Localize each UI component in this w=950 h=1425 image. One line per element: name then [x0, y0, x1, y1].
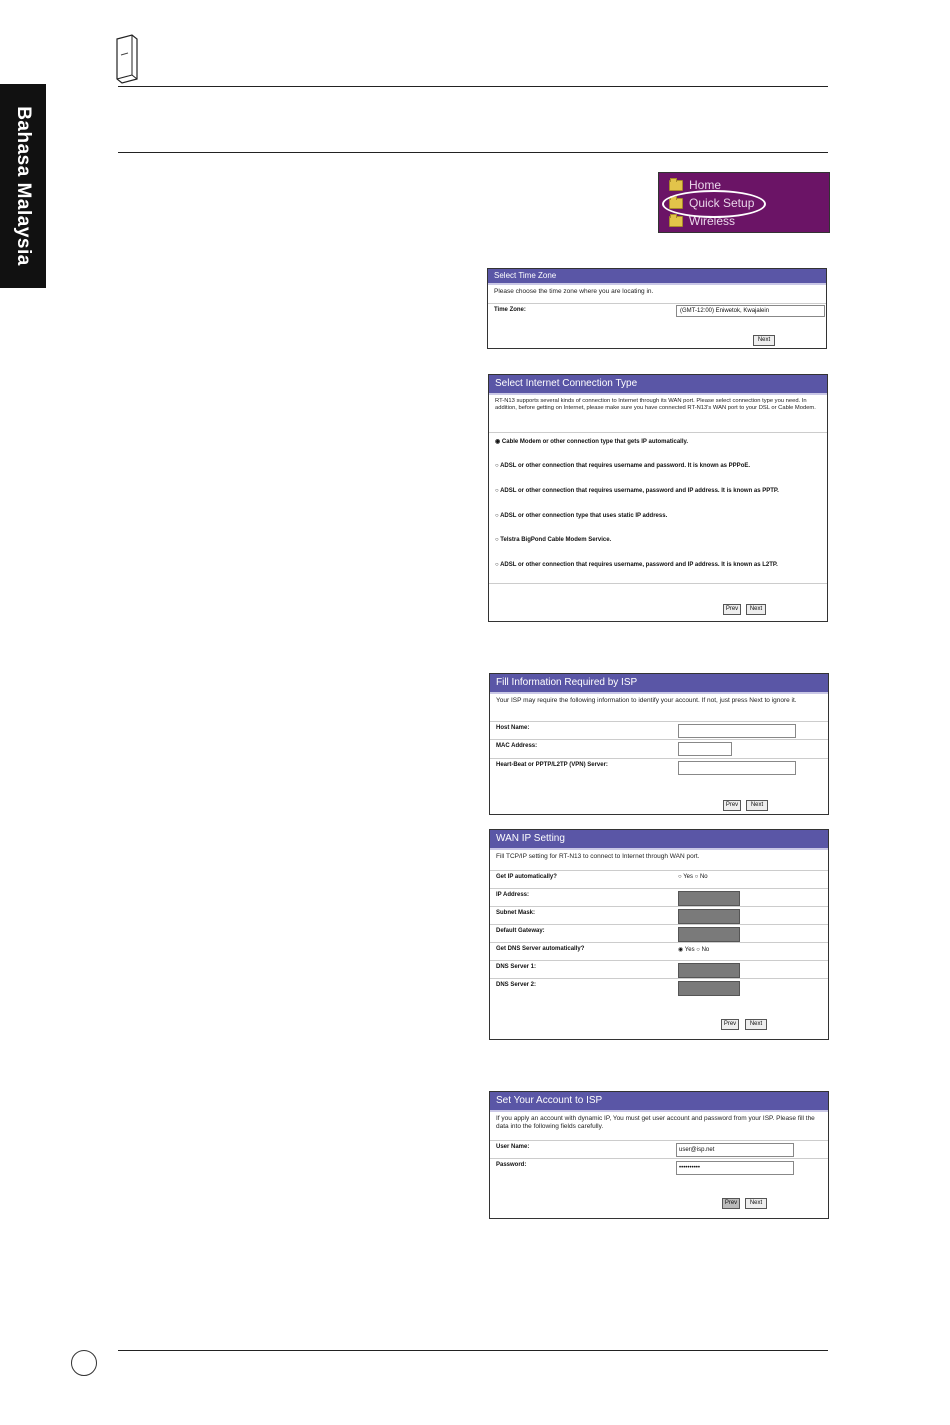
server-input[interactable]	[678, 761, 796, 775]
dns1-input[interactable]	[678, 963, 740, 978]
header-rule	[118, 86, 828, 87]
option-label: ADSL or other connection that requires username and password. It is known as PPPoE.	[500, 463, 751, 469]
radio-no-label: No	[699, 874, 708, 880]
timezone-value: (GMT-12:00) Eniwetok, Kwajalein	[680, 308, 770, 314]
connection-type-panel	[488, 374, 828, 622]
prev-button[interactable]: Prev	[721, 1019, 739, 1030]
row-label: IP Address:	[496, 892, 530, 898]
footer-rule	[118, 1350, 828, 1351]
radio-yes-label: Yes	[684, 947, 695, 953]
option-4[interactable]: ○ ADSL or other connection type that uses static IP address.	[495, 513, 668, 519]
panel-title: Select Internet Connection Type	[489, 375, 827, 395]
page-number-circle	[71, 1350, 97, 1376]
row-label: MAC Address:	[496, 743, 538, 749]
panel-text: If you apply an account with dynamic IP, You must get user account and password from your ISP. Please fill the data into the following fields carefully.	[496, 1115, 815, 1130]
row-label: Get DNS Server automatically?	[496, 946, 585, 952]
divider	[489, 432, 827, 433]
dns2-input[interactable]	[678, 981, 740, 996]
next-button[interactable]: Next	[753, 335, 775, 346]
panel-title: Set Your Account to ISP	[490, 1092, 828, 1112]
panel-title: WAN IP Setting	[490, 830, 828, 850]
next-button[interactable]: Next	[745, 1019, 767, 1030]
menu-item-label: Quick Setup	[689, 196, 755, 210]
folder-icon	[669, 216, 683, 227]
row-label: User Name:	[496, 1144, 530, 1150]
ip-auto-radios[interactable]: ○ Yes ○ No	[678, 874, 708, 880]
form-row	[490, 739, 828, 758]
option-1[interactable]: ◉ Cable Modem or other connection type that gets IP automatically.	[495, 439, 689, 445]
mac-address-input[interactable]	[678, 742, 732, 756]
divider	[489, 583, 827, 584]
password-input[interactable]	[676, 1161, 794, 1175]
prev-button[interactable]: Prev	[722, 1198, 740, 1209]
form-row	[490, 1158, 828, 1177]
radio-yes-label: Yes	[683, 874, 693, 880]
form-row	[490, 888, 828, 907]
router-icon	[114, 33, 140, 85]
row-label: DNS Server 1:	[496, 964, 537, 970]
option-label: ADSL or other connection that requires username, password and IP address. It is known as PPTP.	[500, 488, 779, 494]
option-label: ADSL or other connection that requires username, password and IP address. It is known as L2TP.	[500, 562, 778, 568]
username-input[interactable]	[676, 1143, 794, 1157]
panel-text: Your ISP may require the following information to identify your account. If not, just press Next to ignore it.	[496, 697, 797, 704]
panel-title: Select Time Zone	[488, 269, 826, 285]
form-row	[490, 870, 828, 889]
option-5[interactable]: ○ Telstra BigPond Cable Modem Service.	[495, 537, 612, 543]
row-label: Default Gateway:	[496, 928, 545, 934]
row-label: Get IP automatically?	[496, 874, 557, 880]
panel-text: Please choose the time zone where you are locating in.	[494, 288, 654, 295]
gateway-input[interactable]	[678, 927, 740, 942]
menu-item-label: Home	[689, 178, 722, 192]
username-value: user@isp.net	[679, 1147, 715, 1153]
radio-no-label: No	[701, 947, 710, 953]
folder-icon	[669, 180, 683, 191]
ip-address-input[interactable]	[678, 891, 740, 906]
isp-info-panel	[489, 673, 829, 815]
prev-button[interactable]: Prev	[723, 604, 741, 615]
timezone-panel	[487, 268, 827, 349]
section-rule	[118, 152, 828, 153]
option-label: Cable Modem or other connection type that gets IP automatically.	[501, 439, 689, 445]
form-row	[490, 1140, 828, 1159]
panel-text: RT-N13 supports several kinds of connection to Internet through its WAN port. Please select connection type you need. In addition, before getting on Internet, please make sure you have connected RT-N13's WAN port to your DSL or Cable Modem.	[495, 398, 816, 411]
language-tab-label: Bahasa Malaysia	[13, 106, 34, 266]
menu-item-label: Wireless	[689, 214, 736, 228]
row-label: Heart-Beat or PPTP/L2TP (VPN) Server:	[496, 762, 608, 768]
panel-title: Fill Information Required by ISP	[490, 674, 828, 694]
form-row	[490, 721, 828, 740]
timezone-label: Time Zone:	[494, 307, 526, 313]
next-button[interactable]: Next	[745, 1198, 767, 1209]
language-tab	[0, 84, 46, 288]
subnet-mask-input[interactable]	[678, 909, 740, 924]
form-row	[490, 906, 828, 925]
form-row	[490, 924, 828, 943]
option-label: Telstra BigPond Cable Modem Service.	[500, 537, 612, 543]
highlight-oval	[662, 190, 766, 218]
row-label: Subnet Mask:	[496, 910, 536, 916]
prev-button[interactable]: Prev	[723, 800, 741, 811]
form-row	[490, 960, 828, 979]
wan-ip-panel	[489, 829, 829, 1040]
host-name-input[interactable]	[678, 724, 796, 738]
next-button[interactable]: Next	[746, 800, 768, 811]
option-2[interactable]: ○ ADSL or other connection that requires username and password. It is known as PPPoE.	[495, 463, 751, 469]
account-panel	[489, 1091, 829, 1219]
panel-text: Fill TCP/IP setting for RT-N13 to connect to Internet through WAN port.	[496, 853, 700, 860]
row-label: DNS Server 2:	[496, 982, 537, 988]
form-row	[490, 978, 828, 997]
form-row	[490, 758, 828, 777]
option-3[interactable]: ○ ADSL or other connection that requires username, password and IP address. It is known as PPTP.	[495, 488, 779, 494]
option-label: ADSL or other connection type that uses static IP address.	[500, 513, 668, 519]
row-label: Password:	[496, 1162, 527, 1168]
timezone-select[interactable]	[676, 305, 825, 317]
form-row	[490, 942, 828, 961]
timezone-row	[488, 303, 826, 318]
next-button[interactable]: Next	[746, 604, 766, 615]
row-label: Host Name:	[496, 725, 530, 731]
option-6[interactable]: ○ ADSL or other connection that requires username, password and IP address. It is known as L2TP.	[495, 562, 778, 568]
dns-auto-radios[interactable]: ◉ Yes ○ No	[678, 947, 710, 953]
password-value: ••••••••••	[679, 1165, 701, 1171]
